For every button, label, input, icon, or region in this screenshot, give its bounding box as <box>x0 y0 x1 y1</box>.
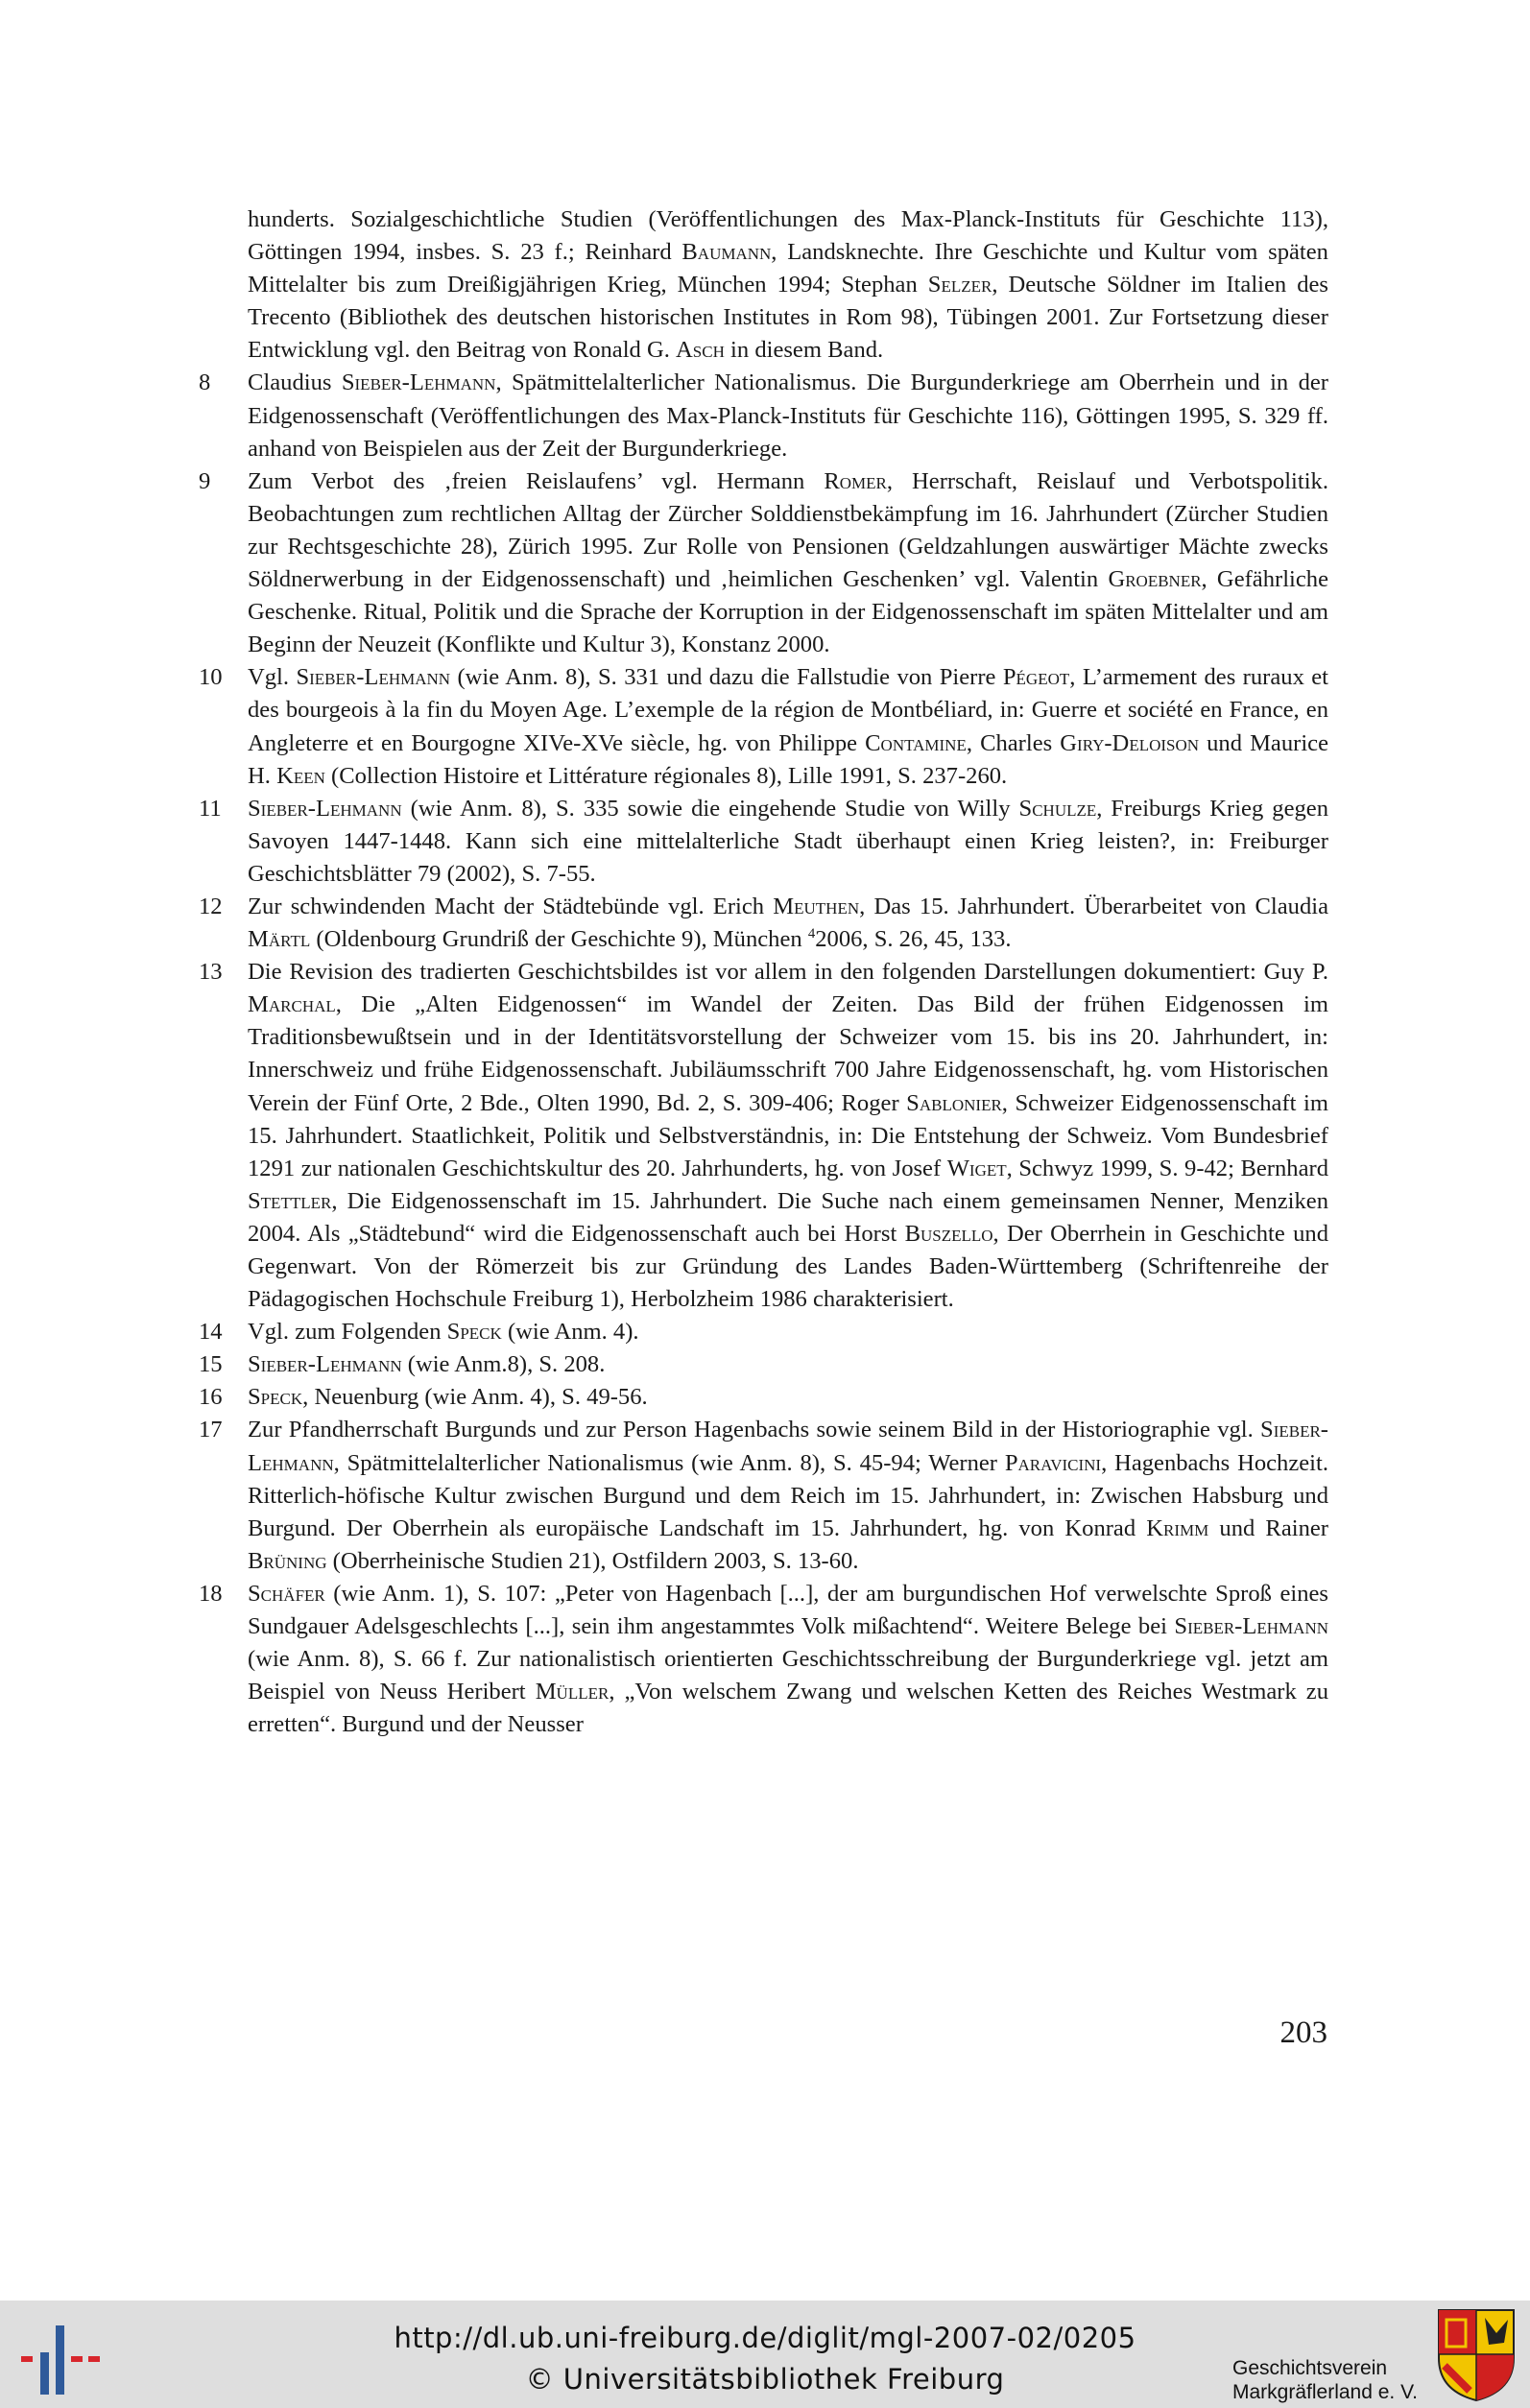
text-run: Die Revision des tradierten Geschichtsbildes ist vor allem in den folgenden Darstellungen dokumentiert: Guy P. <box>248 959 1328 986</box>
footnote <box>199 1414 1328 1577</box>
text-run: und Maurice H. <box>248 729 1328 789</box>
text-run: , Landsknechte. Ihre Geschichte und Kultur vom späten Mittelalter bis zum Dreißigjährigen Krieg, München 1994; Stephan <box>248 239 1328 298</box>
text-run: , „Von welschem Zwang und welschen Ketten des Reiches Westmark zu erretten“. Burgund und der Neusser <box>248 1679 1328 1738</box>
edition-superscript: 4 <box>807 925 816 942</box>
text-run: , Die Eidgenossenschaft im 15. Jahrhundert. Die Suche nach einem gemeinsamen Nenner, Menziken 2004. Als „Städtebund“ wird die Eidgenossenschaft auch bei Horst <box>248 1187 1328 1247</box>
text-run: , L’armement des ruraux et des bourgeois à la fin du Moyen Age. L’exemple de la région de Montbéliard, in: Guerre et société en France, en Angleterre et en Bourgogne XIVe-XVe siècle, hg. von Philippe <box>248 664 1329 756</box>
text-run: Zur Pfandherrschaft Burgunds und zur Person Hagenbachs sowie seinem Bild in der Historiographie vgl. <box>248 1417 1261 1443</box>
author-name: Buszello <box>904 1220 993 1247</box>
footnote <box>199 956 1328 1316</box>
author-name: Müller <box>535 1679 610 1705</box>
footnote-text <box>248 1348 1328 1381</box>
author-name: Brüning <box>248 1547 327 1574</box>
text-run: Vgl. zum Folgenden <box>248 1319 447 1346</box>
text-run: (wie Anm. 1), S. 107: „Peter von Hagenbach [...], der am burgundischen Hof verwelschte Sproß eines Sundgauer Adelsgeschlechts [...], sein ihm angestammtes Volk mißachtend“. Weitere Belege bei <box>248 1580 1328 1640</box>
footnote-number: 12 <box>199 893 223 919</box>
footnote-number: 17 <box>199 1417 223 1443</box>
text-run: , Die „Alten Eidgenossen“ im Wandel der Zeiten. Das Bild der frühen Eidgenossen im Traditionsbewußtsein und in der Identitätsvorstellung der Schweizer vom 15. bis ins 20. Jahrhundert, in: Innerschweiz und frühe Eidgenossenschaft. Jubiläumsschrift 700 Jahre Eidgenossenschaft, hg. vom Historischen Verein der Fünf Orte, 2 Bde., Olten 1990, Bd. 2, S. 309-406; Roger <box>248 991 1328 1116</box>
author-name: Contamine <box>865 729 967 756</box>
author-name: Wiget <box>946 1155 1007 1181</box>
text-run: , Der Oberrhein in Geschichte und Gegenwart. Von der Römerzeit bis zur Gründung des Landes Baden-Württemberg (Schriftenreihe der Pädagogischen Hochschule Freiburg 1), Herbolzheim 1986 charakterisiert. <box>248 1220 1328 1313</box>
document-url[interactable]: http://dl.ub.uni-freiburg.de/diglit/mgl-2007-02/0205 <box>394 2322 1136 2354</box>
footnote <box>199 793 1328 891</box>
author-name: Asch <box>676 337 725 364</box>
author-name: Sieber-Lehmann <box>248 795 402 822</box>
footnote <box>199 1381 1328 1414</box>
text-run: , Herrschaft, Reislauf und Verbotspolitik. Beobachtungen zum rechtlichen Alltag der Zürcher Solddienstbekämpfung im 16. Jahrhundert (Zürcher Studien zur Rechtsgeschichte 28), Zürich 1995. Zur Rolle von Pensionen (Geldzahlungen auswärtiger Mächte zwecks Söldnerwerbung in der Eidgenossenschaft) und ‚heimlichen Geschenken’ vgl. Valentin <box>248 467 1328 593</box>
text-run: , Spätmittelalterlicher Nationalismus (wie Anm. 8), S. 45-94; Werner <box>333 1449 1005 1476</box>
text-run: (wie Anm. 4). <box>501 1319 639 1346</box>
society-name <box>1232 2356 1424 2404</box>
footnote <box>199 891 1328 956</box>
footnote-text <box>248 793 1328 891</box>
footnote-text <box>248 1316 1328 1348</box>
footnote-number: 9 <box>199 467 211 494</box>
text-run: (wie Anm.8), S. 208. <box>401 1351 606 1378</box>
footnote <box>199 203 1328 367</box>
author-name: Groebner <box>1108 566 1202 593</box>
footnote-text <box>248 203 1328 367</box>
footnote-number: 16 <box>199 1384 223 1411</box>
author-name: Keen <box>276 762 325 789</box>
author-name: Märtl <box>248 926 311 953</box>
footnote <box>199 367 1328 465</box>
text-run: (Oldenbourg Grundriß der Geschichte 9), München <box>310 926 808 953</box>
author-name: Paravicini <box>1004 1449 1102 1476</box>
author-name: Romer <box>824 467 887 494</box>
author-name: Krimm <box>1146 1514 1209 1541</box>
author-name: Sieber-Lehmann <box>248 1417 1328 1476</box>
text-run: 2006, S. 26, 45, 133. <box>815 926 1012 953</box>
author-name: Schulze <box>1018 795 1097 822</box>
footnote-text <box>248 1381 1328 1414</box>
author-name: Sablonier <box>906 1089 1002 1116</box>
author-name: Sieber-Lehmann <box>296 664 451 691</box>
footnotes <box>199 203 1328 1741</box>
footnote-text <box>248 1578 1328 1741</box>
footnote-text <box>248 956 1328 1316</box>
text-run: , Gefährliche Geschenke. Ritual, Politik und die Sprache der Korruption in der Eidgenossenschaft im späten Mittelalter und am Beginn der Neuzeit (Konflikte und Kultur 3), Konstanz 2000. <box>248 566 1328 658</box>
author-name: Sieber-Lehmann <box>248 1351 402 1378</box>
page-number: 203 <box>1279 2015 1327 2050</box>
text-run: , Spätmittelalterlicher Nationalismus. Die Burgunderkriege am Oberrhein und in der Eidgenossenschaft (Veröffentlichungen des Max-Planck-Instituts für Geschichte 116), Göttingen 1995, S. 329 ff. anhand von Beispielen aus der Zeit der Burgunderkriege. <box>248 370 1328 462</box>
footnote-text <box>248 891 1328 956</box>
text-run: Zur schwindenden Macht der Städtebünde vgl. Erich <box>248 893 774 919</box>
text-run: , Neuenburg (wie Anm. 4), S. 49-56. <box>302 1384 648 1411</box>
text-run: , Das 15. Jahrhundert. Überarbeitet von Claudia <box>859 893 1329 919</box>
footnote <box>199 1578 1328 1741</box>
footnote-number: 18 <box>199 1580 223 1607</box>
text-run: in diesem Band. <box>724 337 884 364</box>
author-name: Sieber-Lehmann <box>341 370 496 396</box>
copyright-notice: © Universitätsbibliothek Freiburg <box>525 2363 1005 2396</box>
text-run: , Charles <box>966 729 1061 756</box>
text-run: (Collection Histoire et Littérature régionales 8), Lille 1991, S. 237-260. <box>324 762 1008 789</box>
footnote-text <box>248 367 1328 465</box>
footnote-text <box>248 661 1328 792</box>
author-name: Stettler <box>248 1187 332 1214</box>
footnote-number: 11 <box>199 795 222 822</box>
text-run: Zum Verbot des ‚freien Reislaufens’ vgl. Hermann <box>248 467 825 494</box>
text-run: Vgl. <box>248 664 297 691</box>
footer-bar <box>0 2301 1530 2408</box>
text-run: , Schwyz 1999, S. 9-42; Bernhard <box>1006 1155 1328 1181</box>
footnote <box>199 1348 1328 1381</box>
author-name: Sieber-Lehmann <box>1174 1613 1328 1640</box>
author-name: Meuthen <box>773 893 860 919</box>
text-run: , Freiburgs Krieg gegen Savoyen 1447-1448. Kann sich eine mittelalterliche Stadt überhaupt einen Krieg leisten?, in: Freiburger Geschichtsblätter 79 (2002), S. 7-55. <box>248 795 1328 887</box>
text-run: und Rainer <box>1208 1514 1328 1541</box>
author-name: Selzer <box>927 272 992 298</box>
author-name: Pégeot <box>1002 664 1070 691</box>
author-name: Schäfer <box>248 1580 325 1607</box>
text-run: (Oberrheinische Studien 21), Ostfildern 2003, S. 13-60. <box>326 1547 859 1574</box>
society-name-line2: Markgräflerland e. V. <box>1232 2381 1418 2403</box>
author-name: Speck <box>248 1384 303 1411</box>
text-run: , Schweizer Eidgenossenschaft im 15. Jahrhundert. Staatlichkeit, Politik und Selbstverständnis, in: Die Entstehung der Schweiz. Vom Bundesbrief 1291 zur nationalen Geschichtskultur des 20. Jahrhunderts, hg. von Josef <box>248 1089 1328 1181</box>
author-name: Baumann <box>681 239 772 266</box>
author-name: Giry-Deloison <box>1060 729 1200 756</box>
footnote-number: 15 <box>199 1351 223 1378</box>
text-run: hunderts. Sozialgeschichtliche Studien (Veröffentlichungen des Max-Planck-Instituts für Geschichte 113), Göttingen 1994, insbes. S. 23 f.; Reinhard <box>248 206 1328 266</box>
society-name-line1: Geschichtsverein <box>1232 2357 1388 2379</box>
footnote <box>199 1316 1328 1348</box>
text-run: , Hagenbachs Hochzeit. Ritterlich-höfische Kultur zwischen Burgund und dem Reich im 15. Jahrhundert, in: Zwischen Habsburg und Burgund. Der Oberrhein als europäische Landschaft im 15. Jahrhundert, hg. von Konrad <box>248 1449 1328 1541</box>
footnote <box>199 661 1328 792</box>
footnote-number: 14 <box>199 1319 223 1346</box>
footnote-number: 10 <box>199 664 223 691</box>
text-run: Claudius <box>248 370 342 396</box>
text-run: (wie Anm. 8), S. 335 sowie die eingehende Studie von Willy <box>401 795 1019 822</box>
text-run: (wie Anm. 8), S. 331 und dazu die Fallstudie von Pierre <box>450 664 1003 691</box>
text-run: (wie Anm. 8), S. 66 f. Zur nationalistisch orientierten Geschichtsschreibung der Burgunderkriege vgl. jetzt am Beispiel von Neuss Heribert <box>248 1646 1328 1705</box>
footnote <box>199 465 1328 662</box>
footnote-number: 8 <box>199 370 211 396</box>
footnote-text <box>248 1414 1328 1577</box>
coat-of-arms-icon <box>1437 2308 1516 2402</box>
footnote-number: 13 <box>199 959 223 986</box>
author-name: Marchal <box>248 991 336 1018</box>
text-run: , Deutsche Söldner im Italien des Trecento (Bibliothek des deutschen historischen Institutes in Rom 98), Tübingen 2001. Zur Fortsetzung dieser Entwicklung vgl. den Beitrag von Ronald G. <box>248 272 1329 364</box>
footnote-text <box>248 465 1328 662</box>
author-name: Speck <box>446 1319 502 1346</box>
